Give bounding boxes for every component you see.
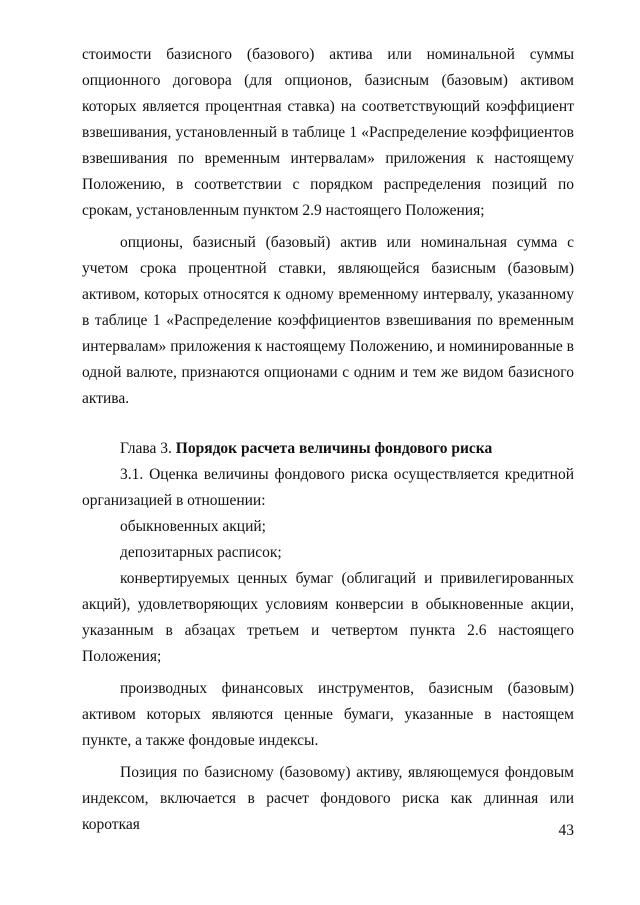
paragraph-weighting-continuation: стоимости базисного (базового) актива или номинальной суммы опционного договора (для опционов, базисным (базовым) активом которых является процентная ставка) на соответствующий коэффициент взвешивания, установленный в таблице 1 «Распределение коэффициентов взвешивания по временным интервалам» приложения к настоящему Положению, в соответствии с порядком распределения позиций по срокам, установленным пунктом 2.9 настоящего Положения; <box>82 46 574 219</box>
page-number: 43 <box>558 822 574 839</box>
list-item-ordinary-shares: обыкновенных акций; <box>120 518 266 535</box>
paragraph-convertible-securities: конвертируемых ценных бумаг (облигаций и привилегированных акций), удовлетворяющих условиям конверсии в обыкновенные акции, указанным в абзацах третьем и четвертом пункта 2.6 настоящего Положения; <box>82 570 574 665</box>
chapter-heading <box>82 436 574 462</box>
clause-3-1: 3.1. Оценка величины фондового риска осуществляется кредитной организацией в отношении: <box>82 466 574 509</box>
list-item-depositary-receipts: депозитарных расписок; <box>120 544 282 561</box>
chapter-title: Порядок расчета величины фондового риска <box>175 440 493 457</box>
paragraph-options-same-type: опционы, базисный (базовый) актив или номинальная сумма с учетом срока процентной ставки, являющейся базисным (базовым) активом, которых относятся к одному временному интервалу, указанному в таблице 1 «Распределение коэффициентов взвешивания по временным интервалам» приложения к настоящему Положению, и номинированные в одной валюте, признаются опционами с одним и тем же видом базисного актива. <box>82 234 574 407</box>
paragraph-index-position: Позиция по базисному (базовому) активу, являющемуся фондовым индексом, включается в расчет фондового риска как длинная или короткая <box>82 764 574 833</box>
paragraph-derivatives: производных финансовых инструментов, базисным (базовым) активом которых являются ценные бумаги, указанные в настоящем пункте, а также фондовые индексы. <box>82 680 574 749</box>
chapter-prefix: Глава 3. <box>120 440 172 457</box>
document-page <box>82 42 574 838</box>
